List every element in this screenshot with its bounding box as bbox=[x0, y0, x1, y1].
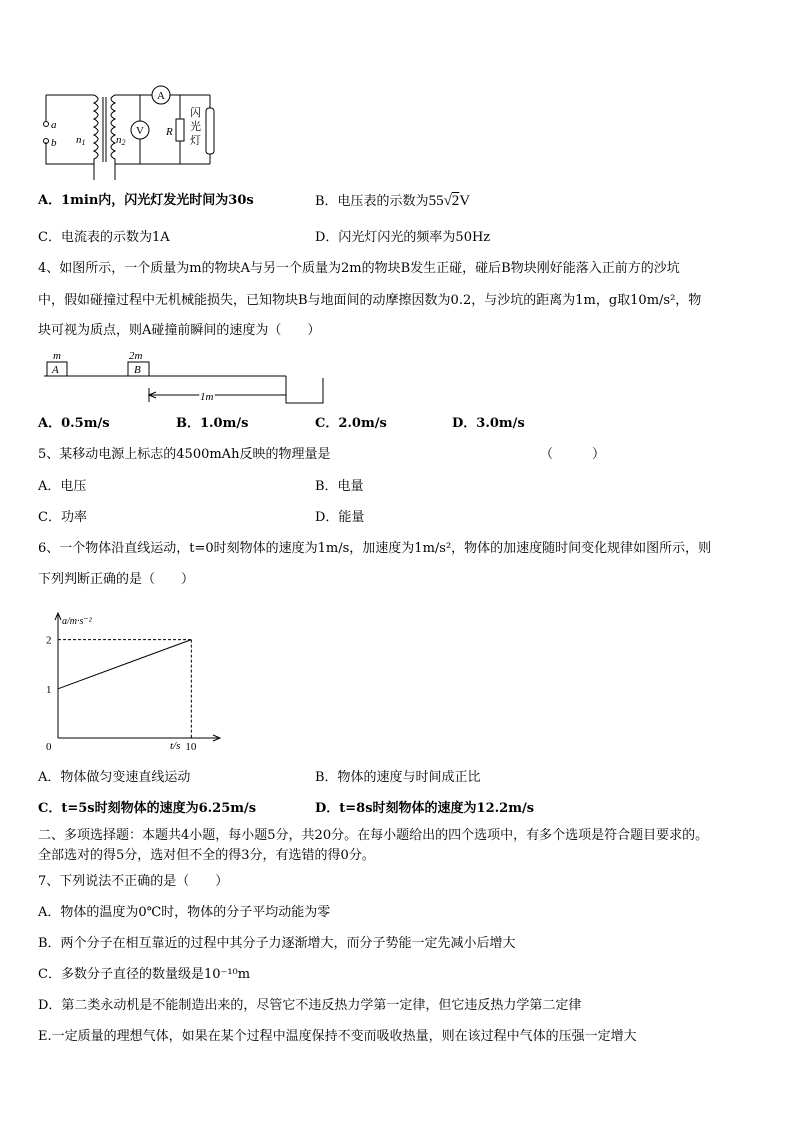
terminal-b-label: b bbox=[51, 137, 57, 149]
q6-stem-line1: 6、一个物体沿直线运动，t=0时刻物体的速度为1m/s，加速度为1m/s²，物体的加速度随时间变化规律如图所示，则 bbox=[38, 541, 712, 556]
y-tick-label: 1 bbox=[46, 683, 52, 696]
mass-m-label: m bbox=[53, 350, 61, 362]
lamp-label-char: 灯 bbox=[190, 135, 201, 147]
q5-option-c: C．功率 bbox=[38, 510, 87, 525]
q4-stem-line3: 块可视为质点，则A碰撞前瞬间的速度为（ ） bbox=[38, 323, 321, 338]
q5-option-a: A．电压 bbox=[38, 479, 87, 494]
n2-label: n2 bbox=[116, 134, 126, 147]
voltmeter-label: V bbox=[136, 125, 144, 137]
q3-option-c: C．电流表的示数为1A bbox=[38, 230, 170, 245]
y-tick-label: 2 bbox=[46, 634, 52, 647]
q7-stem: 7、下列说法不正确的是（ ） bbox=[38, 874, 229, 889]
q5-answer-paren: （ ） bbox=[540, 447, 606, 462]
q7-option-d: D．第二类永动机是不能制造出来的，尽管它不违反热力学第一定律，但它违反热力学第二定律 bbox=[38, 998, 582, 1013]
q4-stem-line2: 中，假如碰撞过程中无机械能损失，已知物块B与地面间的动摩擦因数为0.2，与沙坑的距离为1m，g取10m/s²，物 bbox=[38, 293, 702, 308]
x-tick-label: 10 bbox=[185, 741, 197, 753]
q4-stem-line1: 4、如图所示，一个质量为m的物块A与另一个质量为2m的物块B发生正碰，碰后B物块刚好能落入正前方的沙坑 bbox=[38, 261, 680, 276]
mass-2m-label: 2m bbox=[129, 350, 143, 362]
q4-option-c: C．2.0m/s bbox=[315, 416, 387, 431]
n1-label: n1 bbox=[76, 134, 86, 147]
q4-option-a: A．0.5m/s bbox=[38, 416, 110, 431]
lamp-label-char: 光 bbox=[190, 121, 201, 133]
q6-option-c: C．t=5s时刻物体的速度为6.25m/s bbox=[38, 801, 257, 816]
q7-option-c: C．多数分子直径的数量级是10⁻¹⁰m bbox=[38, 967, 251, 982]
x-tick-label: 0 bbox=[46, 741, 52, 753]
series-line bbox=[58, 640, 191, 689]
block-a-label: A bbox=[52, 364, 59, 376]
block-b-label: B bbox=[134, 364, 141, 376]
acceleration-time-chart bbox=[40, 607, 240, 757]
collision-figure bbox=[40, 348, 340, 408]
section2-instructions-line2: 全部选对的得5分，选对但不全的得3分，有选错的得0分。 bbox=[38, 848, 375, 863]
q7-option-a: A．物体的温度为0℃时，物体的分子平均动能为零 bbox=[38, 905, 331, 920]
terminal-a-label: a bbox=[51, 119, 57, 131]
lamp-label-char: 闪 bbox=[190, 107, 201, 119]
q3-option-b: B．电压表的示数为55√2V bbox=[315, 193, 471, 209]
x-axis-label: t/s bbox=[170, 740, 181, 752]
section2-instructions-line1: 二、多项选择题：本题共4小题，每小题5分，共20分。在每小题给出的四个选项中，有多个选项是符合题目要求的。 bbox=[38, 828, 709, 843]
q3-option-a: A．1min内，闪光灯发光时间为30s bbox=[38, 193, 254, 208]
q6-option-b: B．物体的速度与时间成正比 bbox=[315, 770, 481, 785]
q3-option-d: D．闪光灯闪光的频率为50Hz bbox=[315, 230, 491, 245]
circuit-diagram bbox=[40, 86, 230, 166]
q5-option-d: D．能量 bbox=[315, 510, 365, 525]
q7-option-b: B．两个分子在相互靠近的过程中其分子力逐渐增大，而分子势能一定先减小后增大 bbox=[38, 936, 516, 951]
distance-label: 1m bbox=[200, 391, 214, 403]
q5-option-b: B．电量 bbox=[315, 479, 364, 494]
ammeter-label: A bbox=[157, 90, 165, 102]
q5-stem: 5、某移动电源上标志的4500mAh反映的物理量是 bbox=[38, 447, 331, 462]
q4-option-b: B．1.0m/s bbox=[176, 416, 249, 431]
q6-option-d: D．t=8s时刻物体的速度为12.2m/s bbox=[315, 801, 535, 816]
resistor-label: R bbox=[166, 126, 173, 138]
q4-option-d: D．3.0m/s bbox=[452, 416, 525, 431]
q6-option-a: A．物体做匀变速直线运动 bbox=[38, 770, 191, 785]
q7-option-e: E.一定质量的理想气体，如果在某个过程中温度保持不变而吸收热量，则在该过程中气体的压强一定增大 bbox=[38, 1029, 637, 1044]
q6-stem-line2: 下列判断正确的是（ ） bbox=[38, 572, 195, 587]
y-axis-label: a/m·s⁻² bbox=[62, 616, 92, 627]
